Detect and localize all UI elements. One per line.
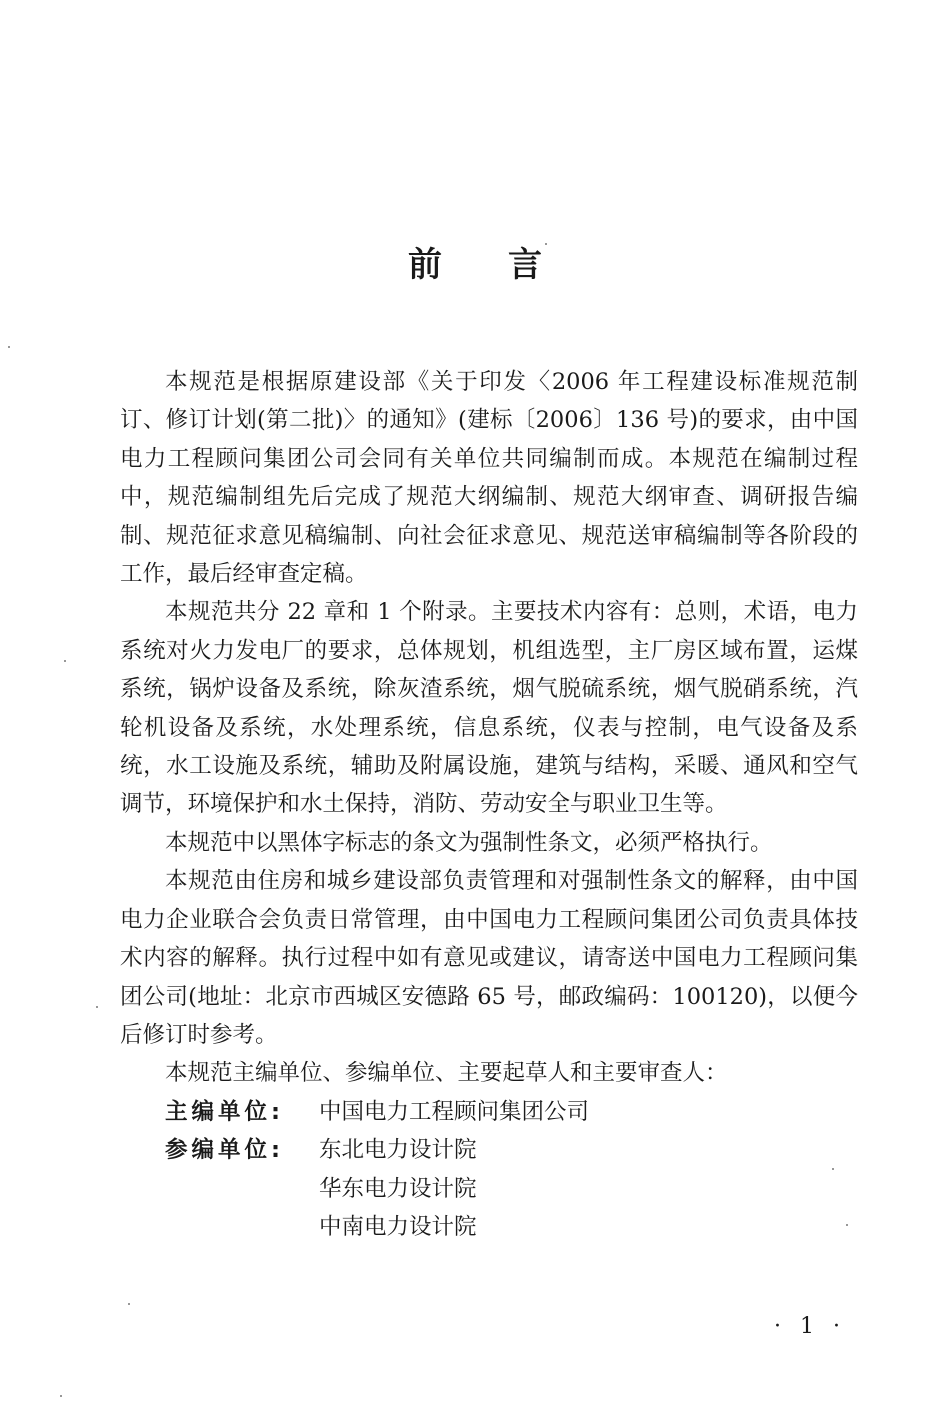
credits-list xyxy=(120,1093,858,1247)
scan-speck xyxy=(60,1395,62,1397)
chief-editor-label: 主编单位: xyxy=(165,1098,284,1125)
participant-item: 中南电力设计院 xyxy=(319,1213,477,1240)
paragraph-intro: 本规范是根据原建设部《关于印发〈2006 年工程建设标准规范制订、修订计划(第二批)〉的通知》(建标〔2006〕136 号)的要求，由中国电力工程顾问集团公司会同有关单位共同编制而成。本规范在编制过程中，规范编制组先后完成了规范大纲编制、规范大纲审查、调研报告编制、规范征求意见稿编制、向社会征求意见、规范送审稿编制等各阶段的工作，最后经审查定稿。 xyxy=(120,369,858,588)
paragraph-mandatory: 本规范中以黑体字标志的条文为强制性条文，必须严格执行。 xyxy=(165,829,773,856)
participants-label: 参编单位: xyxy=(165,1137,284,1164)
participants-list xyxy=(319,1131,858,1246)
scan-speck xyxy=(832,1168,834,1170)
paragraph-management: 本规范由住房和城乡建设部负责管理和对强制性条文的解释，由中国电力企业联合会负责日常管理，由中国电力工程顾问集团公司负责具体技术内容的解释。执行过程中如有意见或建议，请寄送中国电力工程顾问集团公司(地址：北京市西城区安德路 65 号，邮政编码：100120)，以便今后修订时参考。 xyxy=(120,868,858,1048)
scan-speck xyxy=(96,1006,98,1008)
scan-speck xyxy=(846,1224,848,1226)
scan-speck xyxy=(545,243,547,245)
scan-speck xyxy=(64,660,66,662)
chief-editor-row xyxy=(120,1093,858,1131)
scan-speck xyxy=(8,346,10,348)
participants-row xyxy=(120,1131,858,1246)
participant-item: 华东电力设计院 xyxy=(319,1175,477,1202)
participant-item: 东北电力设计院 xyxy=(319,1137,477,1164)
page-number: · 1 · xyxy=(774,1314,846,1339)
document-body xyxy=(120,363,858,1246)
chief-editor-value: 中国电力工程顾问集团公司 xyxy=(319,1098,590,1125)
paragraph-contents: 本规范共分 22 章和 1 个附录。主要技术内容有：总则，术语，电力系统对火力发电厂的要求，总体规划，机组选型，主厂房区域布置，运煤系统，锅炉设备及系统，除灰渣系统，烟气脱硫系统，烟气脱硝系统，汽轮机设备及系统，水处理系统，信息系统，仪表与控制，电气设备及系统，水工设施及系统，辅助及附属设施，建筑与结构，采暖、通风和空气调节，环境保护和水土保持，消防、劳动安全与职业卫生等。 xyxy=(120,599,858,818)
paragraph-credits-intro: 本规范主编单位、参编单位、主要起草人和主要审查人： xyxy=(165,1060,728,1087)
scan-speck xyxy=(128,1303,130,1305)
page-title: 前言 xyxy=(408,245,608,285)
